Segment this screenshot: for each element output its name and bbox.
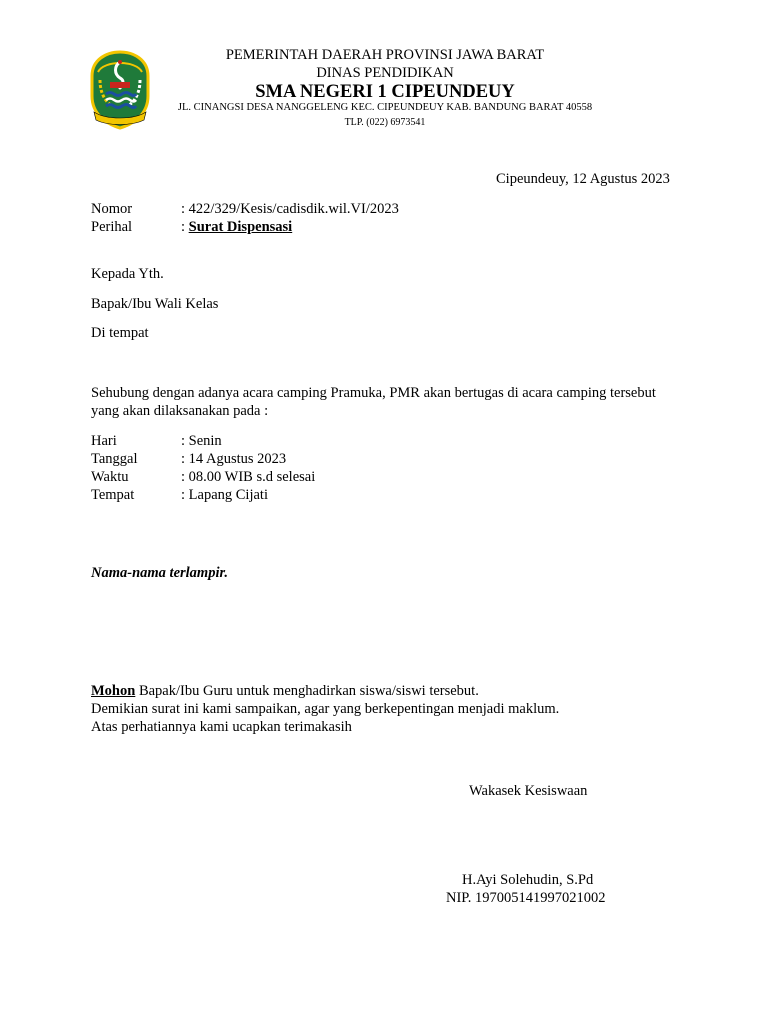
closing-line-1 <box>91 684 479 699</box>
detail-row-time <box>91 470 315 485</box>
subject-label: Perihal <box>91 219 133 235</box>
subject-colon: : <box>181 219 189 235</box>
closing-line-1-rest: Bapak/Ibu Guru untuk menghadirkan siswa/siswi tersebut. <box>135 683 479 699</box>
detail-label: Tanggal <box>91 451 138 467</box>
recipient-place: Di tempat <box>91 325 149 341</box>
signature-name: H.Ayi Solehudin, S.Pd <box>462 872 594 888</box>
detail-value: : 08.00 WIB s.d selesai <box>181 469 316 485</box>
detail-row-date <box>91 452 286 467</box>
detail-label: Tempat <box>91 487 135 503</box>
intro-line-1: Sehubung dengan adanya acara camping Pramuka, PMR akan bertugas di acara camping tersebut <box>91 385 656 401</box>
detail-row-day <box>91 434 222 449</box>
signature-position: Wakasek Kesiswaan <box>469 783 588 799</box>
intro-line-2: yang akan dilaksanakan pada : <box>91 403 269 419</box>
detail-value: : Senin <box>181 433 222 449</box>
detail-label: Waktu <box>91 469 129 485</box>
signature-nip: NIP. 197005141997021002 <box>446 890 606 906</box>
detail-label: Hari <box>91 433 117 449</box>
attachment-note: Nama-nama terlampir. <box>91 565 228 581</box>
letterhead-phone: TLP. (022) 6973541 <box>344 117 426 128</box>
detail-value: : 14 Agustus 2023 <box>181 451 287 467</box>
number-label: Nomor <box>91 201 133 217</box>
recipient-name: Bapak/Ibu Wali Kelas <box>91 296 219 312</box>
letter-number <box>91 202 399 217</box>
closing-line-2: Demikian surat ini kami sampaikan, agar yang berkepentingan menjadi maklum. <box>91 701 560 717</box>
letterhead-department: DINAS PENDIDIKAN <box>316 65 454 81</box>
detail-row-place <box>91 488 268 503</box>
closing-emphasis: Mohon <box>91 683 136 699</box>
letterhead-school-name: SMA NEGERI 1 CIPEUNDEUY <box>255 82 515 102</box>
letterhead-government: PEMERINTAH DAERAH PROVINSI JAWA BARAT <box>225 47 545 63</box>
letter-subject <box>91 220 292 235</box>
number-value: : 422/329/Kesis/cadisdik.wil.VI/2023 <box>181 201 399 217</box>
detail-value: : Lapang Cijati <box>181 487 268 503</box>
letter-date: Cipeundeuy, 12 Agustus 2023 <box>496 171 670 187</box>
closing-line-3: Atas perhatiannya kami ucapkan terimakasih <box>91 719 352 735</box>
recipient-salutation: Kepada Yth. <box>91 266 164 282</box>
letterhead-address: JL. CINANGSI DESA NANGGELENG KEC. CIPEUNDEUY KAB. BANDUNG BARAT 40558 <box>177 102 593 113</box>
subject-value: Surat Dispensasi <box>188 219 293 235</box>
